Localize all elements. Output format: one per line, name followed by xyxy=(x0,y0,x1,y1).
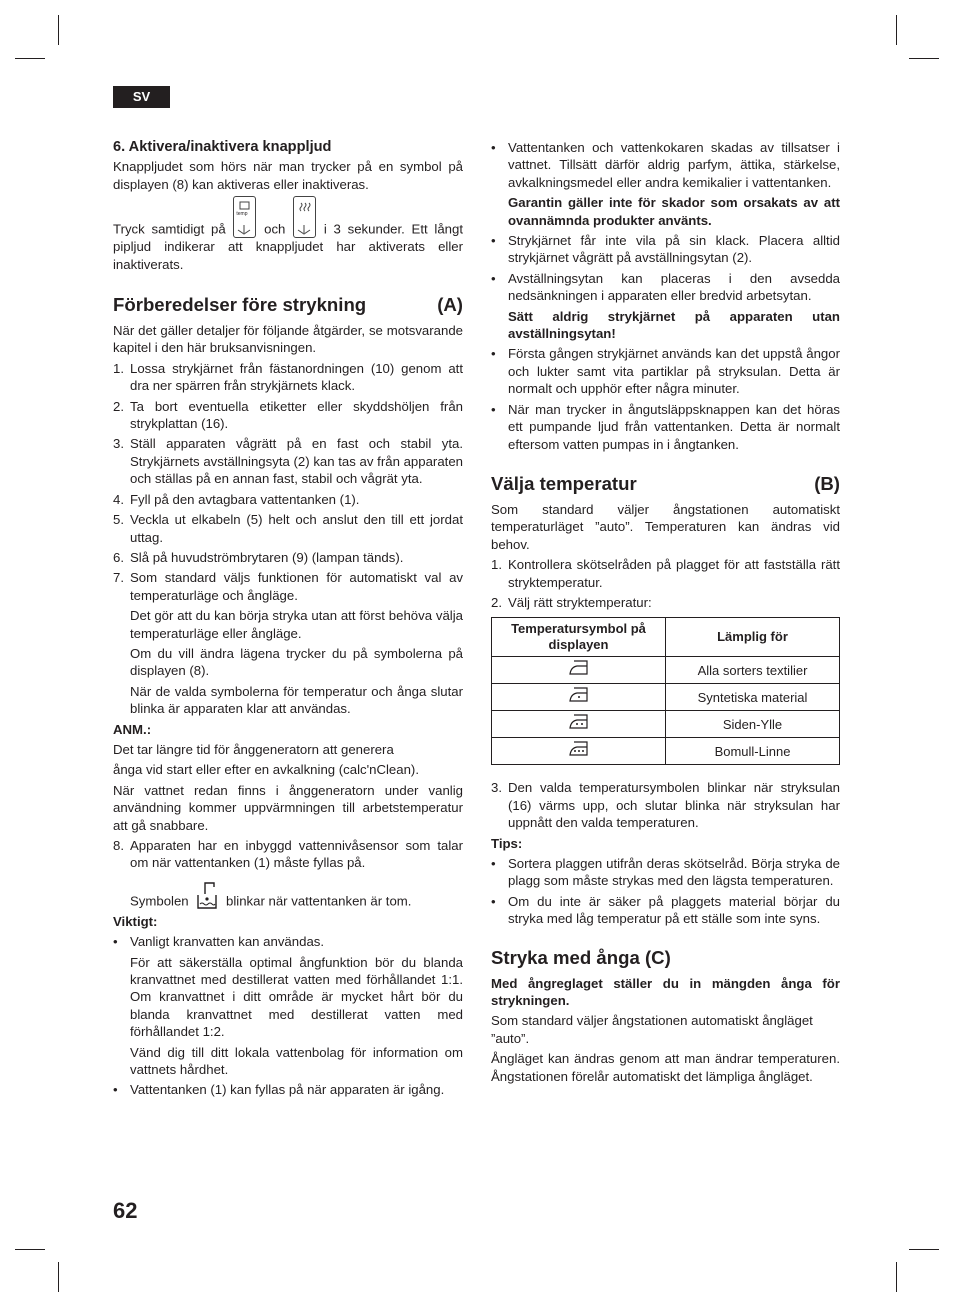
iron-one-dot-icon xyxy=(568,686,590,704)
table-row: Bomull-Linne xyxy=(492,738,840,765)
list-text: Ställ apparaten vågrätt på en fast och stabil yta. Strykjärnets avställningsyta (2) kan tas av från apparaten och ställas på en annan fast, stabil och vågrät yta. xyxy=(130,436,463,487)
list-text: Veckla ut elkabeln (5) helt och anslut den till ett jordat uttag. xyxy=(130,512,463,545)
section-6-title: 6. Aktivera/inaktivera knappljud xyxy=(113,139,332,155)
page-number: 62 xyxy=(113,1198,138,1223)
water-tank-symbol-line: Symbolen blinkar när vattentanken är tom. xyxy=(113,880,463,910)
list-item: • Sortera plaggen utifrån deras skötselråd. Börja stryka de plagg som måste strykas med den lägsta temperaturen. xyxy=(491,855,840,889)
list-item: • Avställningsytan kan placeras i den avsedda nedsänkningen i apparaten eller bredvid arbetsytan. xyxy=(491,270,840,304)
table-row: Syntetiska material xyxy=(492,684,840,711)
section-b-intro: Som standard väljer ångstationen automatiskt temperaturläget ”auto”. Temperaturen kan ändras vid behov. xyxy=(491,501,840,552)
steam-button-icon xyxy=(293,196,316,238)
list-number: 1. xyxy=(113,360,124,376)
section-c-heading: Stryka med ånga (C) xyxy=(491,946,671,968)
list-text: Lossa strykjärnet från fästanordningen (10) genom att dra ner spärren från strykjärnets klack. xyxy=(130,360,463,394)
language-tag: SV xyxy=(113,86,170,108)
crop-mark xyxy=(896,15,897,45)
list-number: 2. xyxy=(113,398,124,414)
list-number: 6. xyxy=(113,549,124,565)
crop-mark xyxy=(909,58,939,59)
list-item xyxy=(113,569,463,604)
crop-mark xyxy=(58,15,59,45)
viktigt-label: Viktigt: xyxy=(113,913,158,929)
iron-auto-icon xyxy=(568,659,590,677)
list-item xyxy=(113,360,463,395)
temperature-table xyxy=(491,617,840,765)
left-column: 6. Aktivera/inaktivera knappljud Knappljudet som hörs när man trycker på en symbol på displayen (8) kan aktiveras eller inaktiveras. Tryck samtidigt på temp och i 3 sekunder. Ett långt pipljud indikerar att knappljudet har aktiverats eller inaktiverats. Förberedelser före strykning (A) När det gäller detaljer för följande åtgärder, se motsvarande kapitel i den här bruksanvisningen. 1. Lossa strykjärnet från fästanordningen (10) genom att dra ner spärren från strykjärnets klack. 2. Ta bort eventuella etiketter eller skyddshöljen från strykplattan (16). 3. Ställ apparaten vågrätt på en fast och stabil yta. Strykjärnets avställningsyta (2) kan tas av från apparaten och ställas på en annan fast, stabil och vågrät yta. 4. Fyll på den avtagbara vattentanken (1). 5. Veckla ut elkabeln (5) helt och anslut den till ett jordat uttag. 6. Slå på huvudströmbrytaren (9) (lampan tänds). 7. Som standard väljs funktionen för automatiskt val av temperaturläge och ångläge. Det gör att du kan börja stryka utan att först behöva välja temperaturläge eller ångläge. Om du vill ändra lägena trycker du på symbolerna på displayen (8). När de valda symbolerna för temperatur och ånga slutar blinka är apparaten klar att användas. ANM.: Det tar längre tid för ånggeneratorn att generera ånga vid start eller efter en avkalkning (calc'nClean). När vattnet redan finns i ånggeneratorn under vanlig användning kommer uppvärmningen till arbetstemperatur att gå snabbare. 8. Apparaten har en inbyggd vattennivåsensor som talar om när vattentanken (1) måste fyllas på. Symbolen blinkar när vattentanken är tom. Viktigt: • Vanligt kranvatten kan användas. För att säkerställa optimal ångfunktion bör du blanda kranvattnet med destillerat vatten med förhållandet 1:1. Om kranvattnet i ditt område är mycket hårt bör du blanda kranvattnet med destillerat vatten med förhållandet 1:2. Vänd dig till ditt lokala vattenbolag för information om vattnets hårdhet. • Vattentanken (1) kan fyllas på när apparaten är igång. xyxy=(113,139,464,1098)
section-a-heading: Förberedelser före strykning (A) xyxy=(113,294,463,316)
table-row: Alla sorters textilier xyxy=(492,657,840,684)
crop-mark xyxy=(15,1249,45,1250)
list-item: • Vattentanken och vattenkokaren skadas av tillsatser i vattnet. Tillsätt därför aldrig parfym, ättika, stärkelse, avkalkningsmedel eller andra kemikalier i vattentanken. xyxy=(491,140,840,190)
warranty-note: Garantin gäller inte för skador som orsakats av att ovannämnda produkter använts. xyxy=(508,195,840,228)
list-text: Som standard väljs funktionen för automatiskt val av temperaturläge och ångläge. xyxy=(130,570,463,603)
list-item: • Om du inte är säker på plaggets material börjar du stryka med låg temperatur på ett ställe som inte syns. xyxy=(491,893,840,927)
temp-button-icon: temp xyxy=(233,196,256,238)
right-column: • Vattentanken och vattenkokaren skadas av tillsatser i vattnet. Tillsätt därför aldrig parfym, ättika, stärkelse, avkalkningsmedel eller andra kemikalier i vattentanken. Garantin gäller inte för skador som orsakats av att ovannämnda produkter använts. • Strykjärnet får inte vila på sin klack. Placera alltid strykjärnet vågrätt på avställningsytan (2). • Avställningsytan kan placeras i den avsedda nedsänkningen i apparaten eller bredvid arbetsytan. Sätt aldrig strykjärnet på apparaten utan avställningsytan! • Första gången strykjärnet används kan det uppstå ångor och lukter samt vita partiklar på stryksulan. Detta är normalt och upphör efter några minuter. • När man trycker in ångutsläppsknappen kan det höras ett pumpande ljud från vattentanken. Detta är normalt eftersom vatten pumpas in i ångtanken. Välja temperatur (B) Som standard väljer ångstationen automatiskt temperaturläget ”auto”. Temperaturen kan ändras vid behov. 1. Kontrollera skötselråden på plagget för att fastställa rätt stryktemperatur. 2. Välj rätt stryktemperatur: Temperatursymbol på displayen Lämplig för Alla sorters textilier Syntetiska material Siden-Ylle Bomull-Linne 3. Den valda temperatursymbolen blinkar när stryksulan (16) värms upp, och slutar blinka när stryksulan har uppnått den valda temperaturen. Tips: • Sortera plaggen utifrån deras skötselråd. Börja stryka de plagg som måste strykas med den lägsta temperaturen. • Om du inte är säker på plaggets material börjar du stryka med låg temperatur på ett ställe som inte syns. Stryka med ånga (C) Med ångreglaget ställer du in mängden ånga för strykningen. Som standard väljer ångstationen automatiskt ångläget ”auto”. Ångläget kan ändras genom att man ändrar temperaturen. Ångstationen förelår automatiskt det lämpliga ångläget. xyxy=(491,140,840,1084)
list-item: • Första gången strykjärnet används kan det uppstå ångor och lukter samt vita partiklar på stryksulan. Detta är normalt och upphör efter några minuter. xyxy=(491,346,840,397)
list-item xyxy=(113,398,463,433)
list-text: Ta bort eventuella etiketter eller skyddshöljen från strykplattan (16). xyxy=(130,398,463,432)
crop-mark xyxy=(15,58,45,59)
list-text: Slå på huvudströmbrytaren (9) (lampan tänds). xyxy=(130,549,404,565)
list-number: 5. xyxy=(113,512,124,528)
crop-mark xyxy=(896,1262,897,1292)
iron-two-dots-icon xyxy=(568,713,590,731)
table-header: Temperatursymbol på displayen Lämplig för xyxy=(492,618,840,657)
list-item: • När man trycker in ångutsläppsknappen kan det höras ett pumpande ljud från vattentanken. Detta är normalt eftersom vatten pumpas in i ångtanken. xyxy=(491,401,840,452)
list-item: • Vanligt kranvatten kan användas. xyxy=(113,934,325,950)
press-text: Tryck samtidigt på xyxy=(113,221,233,237)
section-a-intro: När det gäller detaljer för följande åtgärder, se motsvarande kapitel i den här bruksanvisningen. xyxy=(113,323,463,356)
list-item xyxy=(113,435,463,487)
step-8: 8. Apparaten har en inbyggd vattennivåsensor som talar om när vattentanken (1) måste fyllas på. xyxy=(113,838,463,871)
table-row: Siden-Ylle xyxy=(492,711,840,738)
tips-label: Tips: xyxy=(491,835,523,851)
list-item xyxy=(113,549,463,566)
list-item xyxy=(113,491,463,508)
list-item: • Strykjärnet får inte vila på sin klack. Placera alltid strykjärnet vågrätt på avställningsytan (2). xyxy=(491,233,840,266)
list-item: • Vattentanken (1) kan fyllas på när apparaten är igång. xyxy=(113,1082,445,1098)
list-text: Fyll på den avtagbara vattentanken (1). xyxy=(130,491,360,507)
section-b-heading: Välja temperatur (B) xyxy=(491,472,840,494)
water-tank-icon xyxy=(196,880,218,910)
list-number: 7. xyxy=(113,570,124,586)
list-number: 3. xyxy=(113,436,124,452)
iron-three-dots-icon xyxy=(568,740,590,758)
list-item xyxy=(113,511,463,546)
list-number: 4. xyxy=(113,491,124,507)
crop-mark xyxy=(909,1249,939,1250)
section-6-instruction: Tryck samtidigt på temp och i 3 sekunder. Ett långt pipljud indikerar att knappljudet har aktiverats eller inaktiverats. xyxy=(113,196,463,273)
warning-note: Sätt aldrig strykjärnet på apparaten utan avställningsytan! xyxy=(508,308,840,342)
steps-list xyxy=(113,360,463,604)
section-6-intro: Knappljudet som hörs när man trycker på en symbol på displayen (8) kan aktiveras eller inaktiveras. xyxy=(113,159,463,192)
crop-mark xyxy=(58,1262,59,1292)
anm-label: ANM.: xyxy=(113,721,152,737)
